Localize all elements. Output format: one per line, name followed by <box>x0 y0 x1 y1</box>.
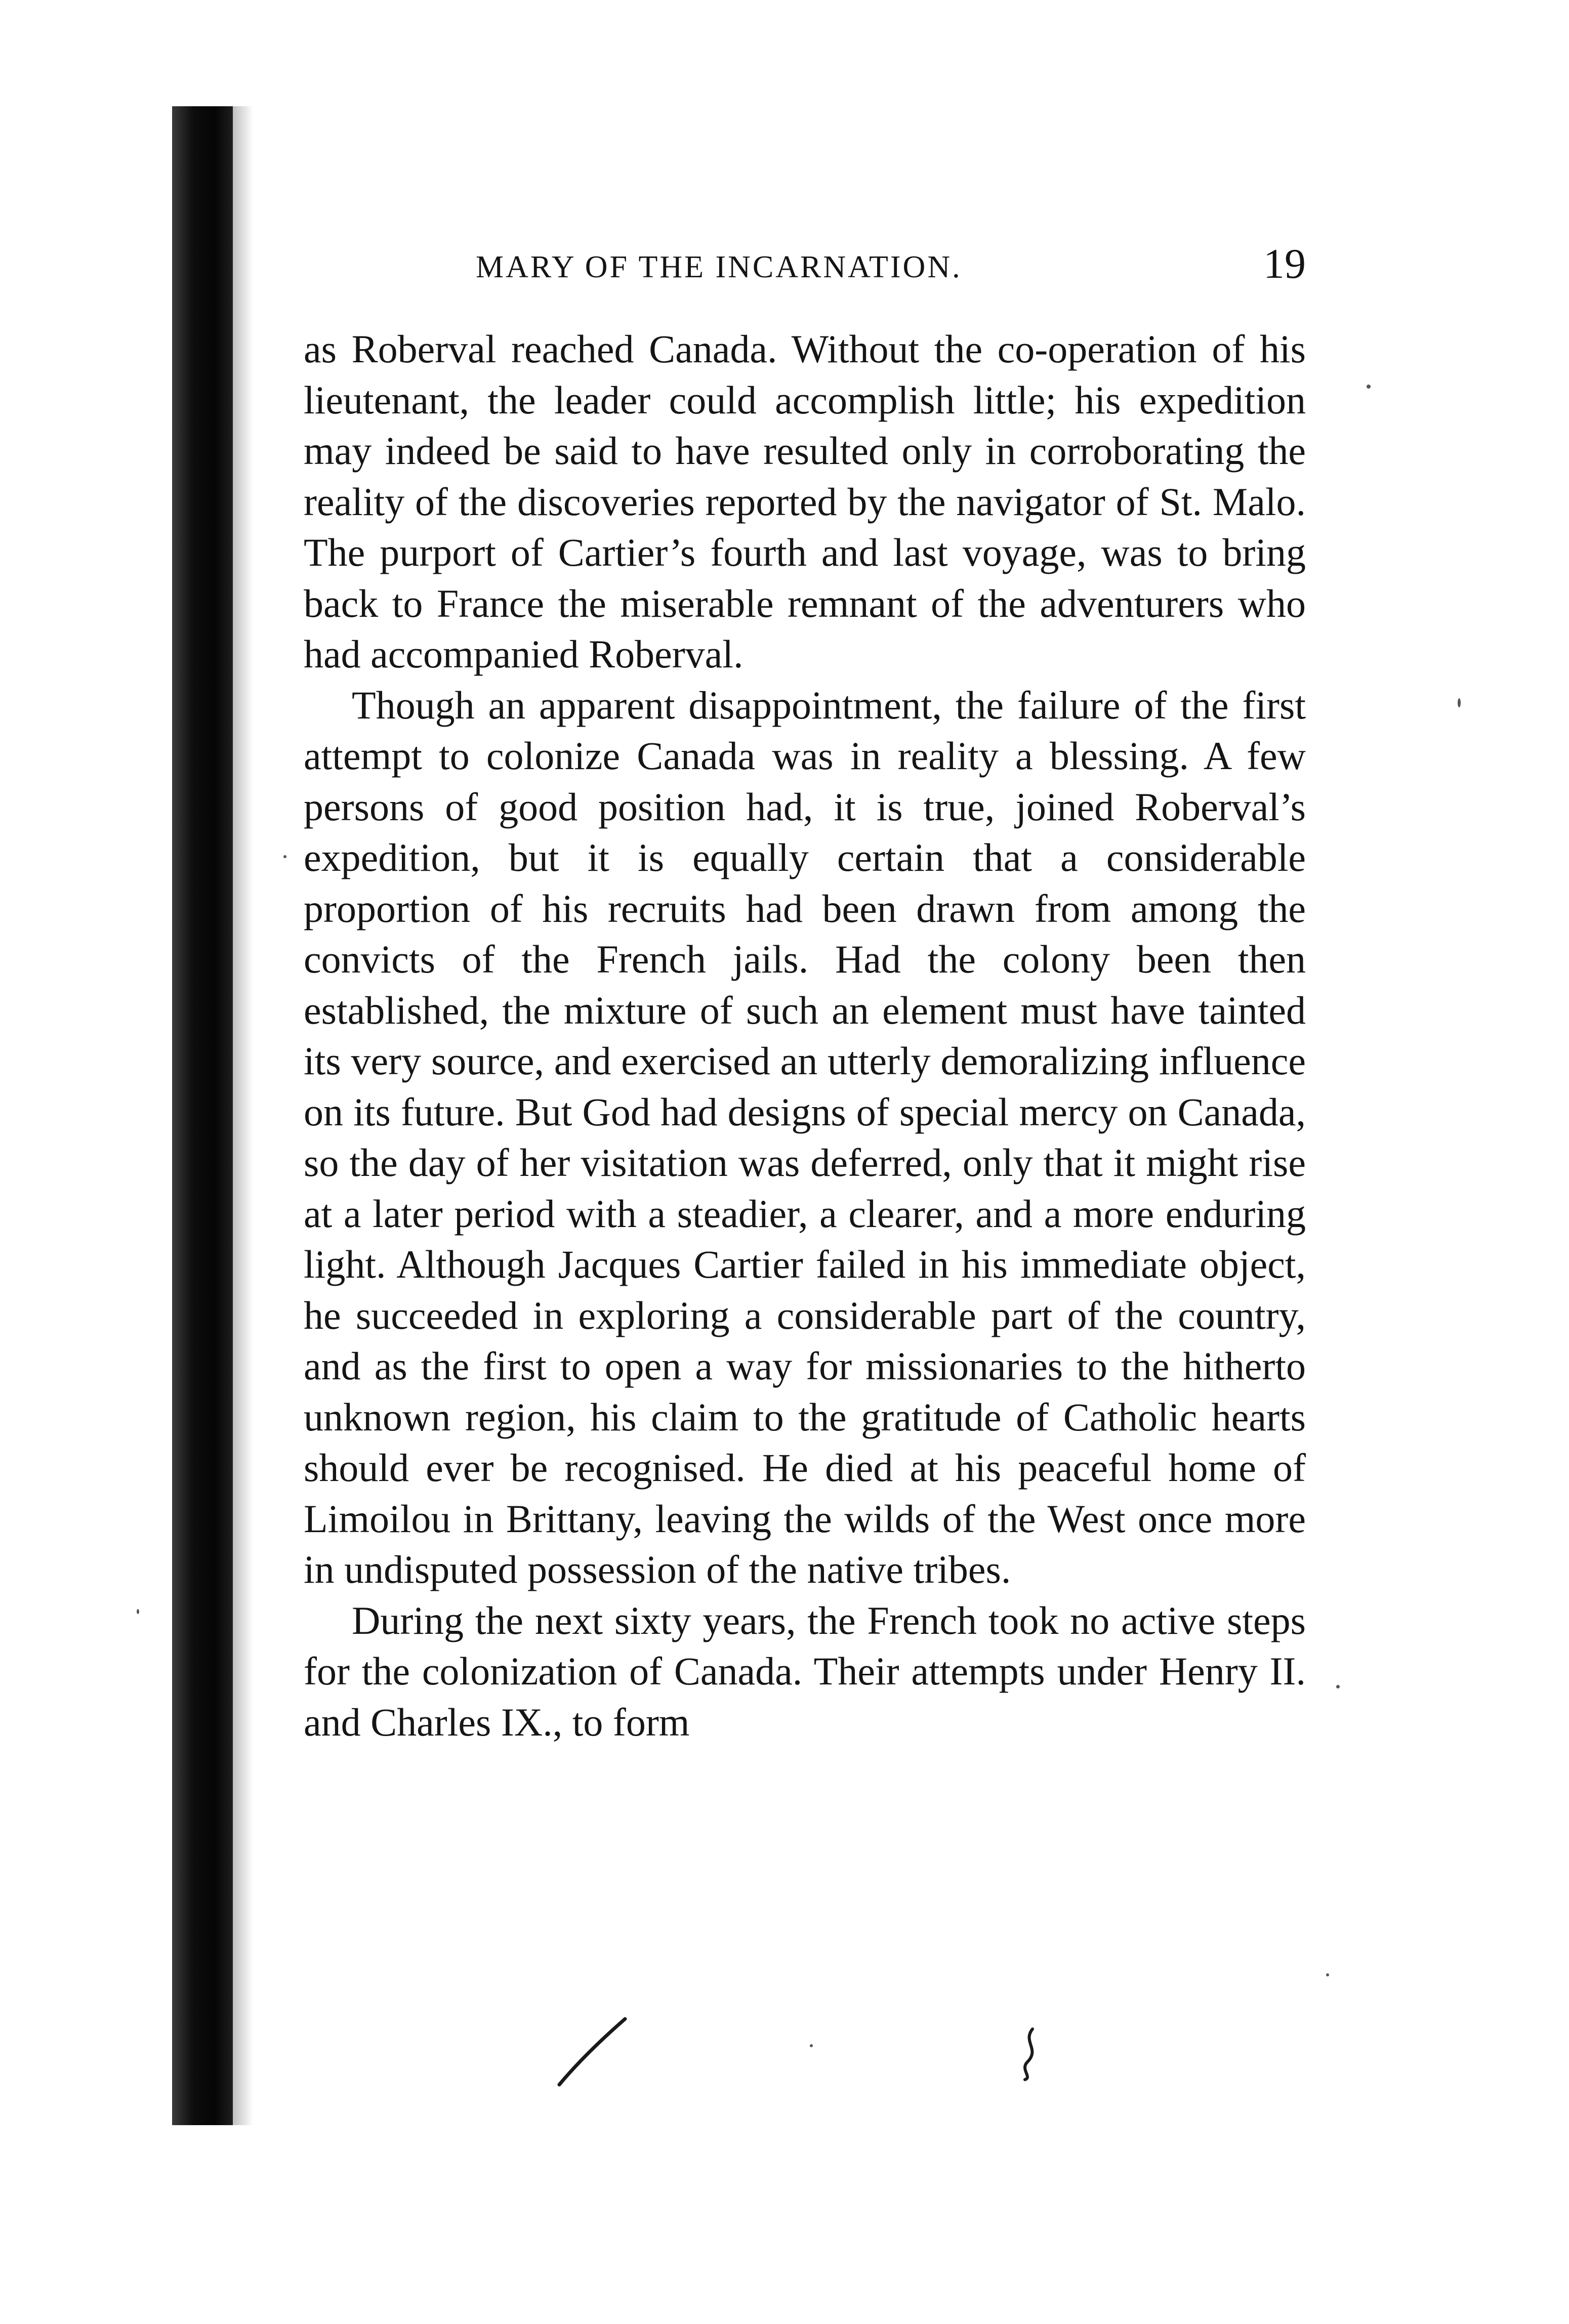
ink-squiggle-mark <box>1017 2026 1043 2082</box>
paper-speck <box>1326 1973 1329 1976</box>
paper-speck <box>137 1609 139 1614</box>
running-title: MARY OF THE INCARNATION. <box>476 250 962 284</box>
paper-speck <box>283 855 286 858</box>
binding-shadow <box>233 106 253 2125</box>
paper-speck <box>810 2044 813 2047</box>
page-number: 19 <box>1263 240 1306 287</box>
running-head <box>304 235 1306 296</box>
paper-speck <box>1336 1685 1340 1688</box>
binding-edge <box>172 106 233 2125</box>
paper-speck <box>1458 698 1461 707</box>
body-text <box>304 324 1306 1748</box>
paper-speck <box>1367 385 1371 389</box>
paragraph-1: as Roberval reached Canada. Without the co-operation of his lieutenant, the leader could accomplish little; his expedition may indeed be said to have resulted only in corroborating the reality of the discoveries reported by the navigator of St. Malo. The purport of Cartier’s fourth and last voyage, was to bring back to France the miserable remnant of the adventurers who had accompanied Roberval. <box>304 327 1306 676</box>
paragraph-2: Though an apparent disappointment, the failure of the first attempt to colonize Canada was in reality a blessing. A few persons of good position had, it is true, joined Roberval’s expedition, but it is equally certain that a considerable proportion of his recruits had been drawn from among the convicts of the French jails. Had the colony been then established, the mixture of such an element must have tainted its very source, and exercised an utterly demoralizing influence on its future. But God had designs of special mercy on Canada, so the day of her visitation was deferred, only that it might rise at a later period with a steadier, a clearer, and a more enduring light. Although Jacques Cartier failed in his immediate object, he succeeded in exploring a considerable part of the country, and as the first to open a way for missionaries to the hitherto unknown region, his claim to the gratitude of Catholic hearts should ever be recognised. He died at his peaceful home of Limoilou in Brittany, leaving the wilds of the West once more in undisputed possession of the native tribes. <box>304 683 1306 1591</box>
pen-stroke-mark <box>554 2014 630 2090</box>
paragraph-3: During the next sixty years, the French took no active steps for the colonization of Canada. Their attempts under Henry II. and Charles IX., to form <box>304 1598 1306 1744</box>
